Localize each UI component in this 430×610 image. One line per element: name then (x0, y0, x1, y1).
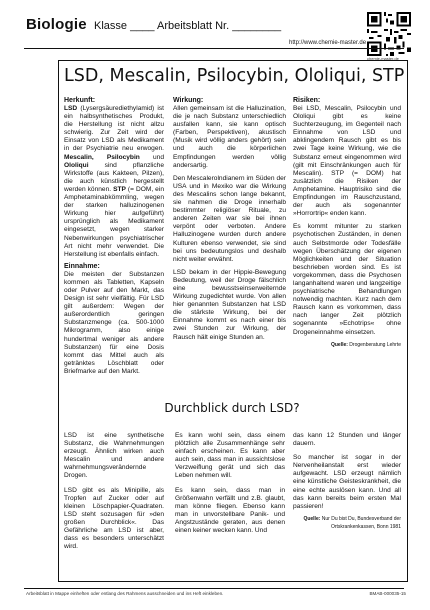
section-subtitle: Durchblick durch LSD? (164, 401, 300, 415)
risks-text-2: Es kommt mitunter zu starken psychotischen Zuständen, in denen auch Selbstmorde oder Todesfälle wegen Überschätzung der eigenen Möglichkeiten und der Situation beschrieben worden sind. Es ist vorgekommen, dass die Psychosen langanhaltend waren und langzeitige psychiatrische Behandlungen notwendig machten. Kurz nach dem Rausch kann es vorkommen, dass nach langer Zeit plötzlich sogenannte »Echotrips« ohne Drogeneinnahme einsetzen. (293, 223, 401, 336)
qr-code-icon (367, 12, 411, 56)
lsd-effects-text-1: Es kann wohl sein, dass einem plötzlich alle Zusammenhänge sehr einfach erscheinen. Es kann aber auch sein, dass man in aussichtslose Verzweiflung gerät und sich das Leben nehmen will. (175, 432, 285, 480)
lsd-intro-text-2: LSD gibt es als Minipille, als Tropfen auf Zucker oder auf kleinen Löschpapier-Quadraten. LSD steht sozusagen für »den großen Durchblick«. Das Gefährliche am LSD ist aber, dass es besonders unterschätzt wird. (64, 486, 164, 551)
effect-text-3: LSD bekam in der Hippie-Bewegung Bedeutung, weil der Droge fälschlich eine bewusstseinserweiternde Wirkung zugedichtet wurde. Von allen hier genannten Substanzen hat LSD die stärkste Wirkung, bei der Einnahme kommt es nach einer bis zwei Stunden zur Wirkung, der Rausch hält einige Stunden an. (173, 268, 286, 341)
footer-divider (24, 588, 404, 589)
lsd-risks-text-1: das kann 12 Stunden und länger dauern. (293, 432, 401, 448)
footer-code: BMAB-000035-15 (369, 591, 406, 596)
lsd-risks-text-2: So mancher ist sogar in der Nervenheilanstalt erst wieder aufgewacht. LSD erzeugt nämlich eine künstliche Geisteskrankheit, die eine echte auslösen kann. Und all das kann bereits beim ersten Mal passieren! (293, 454, 401, 510)
page-title: LSD, Mescalin, Psilocybin, Ololiqui, STP (64, 66, 405, 86)
intake-text: Die meisten der Substanzen kommen als Tabletten, Kapseln oder Pulver auf den Markt, das Design ist sehr vielfältig. Für LSD gilt außerdem: Wegen der außerordentlich geringen Substanzmenge (ca. 500-1000 Mikrogramm, also einige hundertmal weniger als andere Substanzen) für eine Dosis kommt das Mittel auch als getränktes Löschblatt oder Briefmarke auf den Markt. (64, 270, 164, 375)
intake-heading: Einnahme: (64, 262, 100, 270)
lsd-intro-text-1: LSD ist eine synthetische Substanz, die Wahrnehmungen erzeugt. Ähnlich wirken auch Mescalin und andere wahrnehmungsverändernde Drogen. (64, 432, 164, 480)
effect-heading: Wirkung: (173, 97, 204, 104)
origin-text: LSD (Lysergsäurediethylamid) ist ein halbsynthetisches Produkt, die Herstellung ist nicht allzu schwierig. Zur Zeit wird der Einsatz von LSD als Medikament in der Psychiatrie neu erwogen. Mescalin, Psilocybin und Ololiqui sind pflanzliche Wirkstoffe (aus Kakteen, Pilzen), die auch künstlich hergestellt werden können. STP (= DOM, ein Amphetaminabkömmling, wegen der starken halluzinogenen Wirkung hier aufgeführt) ursprünglich als Medikament eingesetzt, wegen starker Nebenwirkungen psychiatrischer Art nicht mehr verwendet. Die Herstellung ist ebenfalls einfach. (64, 105, 164, 258)
lsd-effects-column (175, 432, 285, 535)
origin-column (64, 96, 164, 376)
worksheet-fields: Klasse ____ Arbeitsblatt Nr. ________ (94, 20, 282, 32)
lsd-source: Quelle: Nur Du bist Du, Bundesverband der Ortskrankenkassen, Bonn 1981 (303, 515, 401, 530)
site-url[interactable]: http://www.chemie-master.de (289, 40, 367, 46)
risks-source: Quelle: Drogenberatung Lehrte (330, 341, 401, 348)
origin-heading: Herkunft: (64, 97, 96, 104)
lsd-intro-column (64, 432, 164, 551)
risks-column (293, 96, 401, 349)
qr-caption: chemie-master.de (367, 56, 399, 61)
lsd-risks-column (293, 432, 401, 531)
effect-text-1: Allen gemeinsam ist die Halluzination, die je nach Substanz unterschiedlich ausfallen kann, sie kann optisch (Farben, Perspektiven), akustisch (Musik wird völlig anders gehört) sein und auch die körperlichen Empfindungen werden völlig andersartig. (173, 105, 286, 169)
lsd-effects-text-2: Es kann sein, dass man in Größenwahn verfällt und z.B. glaubt, man könne fliegen. Ebenso kann man in unvorstellbare Panik- und Angstzustände geraten, aus denen einen keiner wecken kann. Und (175, 486, 285, 535)
worksheet-header (26, 16, 282, 34)
subject-label: Biologie (26, 16, 87, 33)
effect-text-2: Den Mescalerolndianern im Süden der USA und in Mexiko war die Wirkung des Mescalins schon lange bekannt, sie nahmen die Droge innerhalb bestimmter religiöser Rituale, zu anderen Zeiten war sie bei ihnen verpönt oder verboten. Andere Halluzinogene wurden durch andere Kulturen ebenso verwendet, sie sind bei uns bedeutungslos und deshalb nicht weiter erwähnt. (173, 174, 286, 263)
effect-column (173, 96, 286, 342)
risks-text-1: Bei LSD, Mescalin, Psilocybin und Ololiqui gibt es keine Suchterzeugung, im Gegenteil nach Einnahme von LSD und abklingendem Rausch gibt es bis zwei Tage keine Wirkung, wie die Substanz erneut eingenommen wird (gilt mit Einschränkungen auch für Mescalin). STP (= DOM) hat zusätzlich die Risiken der Amphetamine. Hauptrisiko sind die Empfindungen im Rauschzustand, der auch als sogenannter »Horrortrip« enden kann. (293, 105, 401, 218)
footer-instruction: Arbeitsblatt in Mappe einheften oder entlang des Rahmens ausschneiden und ins Heft einkleben. (26, 591, 224, 596)
header-divider (24, 48, 404, 49)
risks-heading: Risiken: (293, 97, 321, 104)
